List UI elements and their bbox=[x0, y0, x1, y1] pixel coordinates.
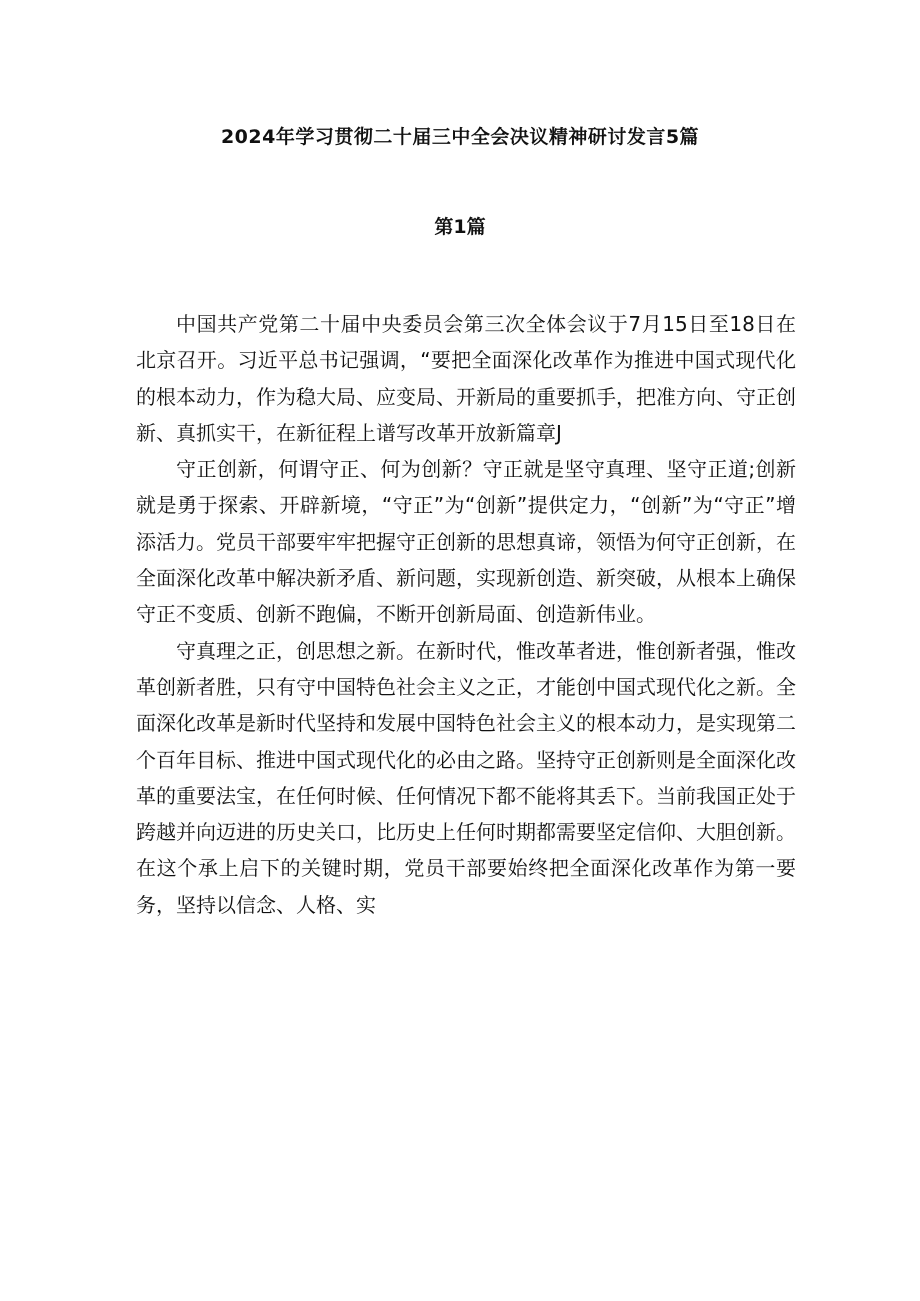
paragraph-2: 守正创新，何谓守正、何为创新？守正就是坚守真理、坚守正道;创新就是勇于探索、开辟新境，“守正”为“创新”提供定力，“创新”为“守正”增添活力。党员干部要牢牢把握守正创新的思想真谛，领悟为何守正创新，在全面深化改革中解决新矛盾、新问题，实现新创造、新突破，从根本上确保守正不变质、创新不跑偏，不断开创新局面、创造新伟业。 bbox=[136, 457, 796, 627]
document-body bbox=[136, 306, 796, 923]
paragraph-3: 守真理之正，创思想之新。在新时代，惟改革者进，惟创新者强，惟改革创新者胜，只有守中国特色社会主义之正，才能创中国式现代化之新。全面深化改革是新时代坚持和发展中国特色社会主义的根本动力，是实现第二个百年目标、推进中国式现代化的必由之路。坚持守正创新则是全面深化改革的重要法宝，在任何时候、任何情况下都不能将其丢下。当前我国正处于跨越并向迈进的历史关口，比历史上任何时期都需要坚定信仰、大胆创新。在这个承上启下的关键时期，党员干部要始终把全面深化改革作为第一要务，坚持以信念、人格、实 bbox=[136, 638, 796, 917]
paragraph-1: 中国共产党第二十届中央委员会第三次全体会议于7月15日至18日在北京召开。习近平总书记强调，“要把全面深化改革作为推进中国式现代化的根本动力，作为稳大局、应变局、开新局的重要抓手，把准方向、守正创新、真抓实干，在新征程上谱写改革开放新篇章J bbox=[136, 312, 796, 445]
document-title: 2024年学习贯彻二十届三中全会决议精神研讨发言5篇 bbox=[220, 126, 700, 148]
chapter-heading: 第1篇 bbox=[434, 216, 486, 238]
